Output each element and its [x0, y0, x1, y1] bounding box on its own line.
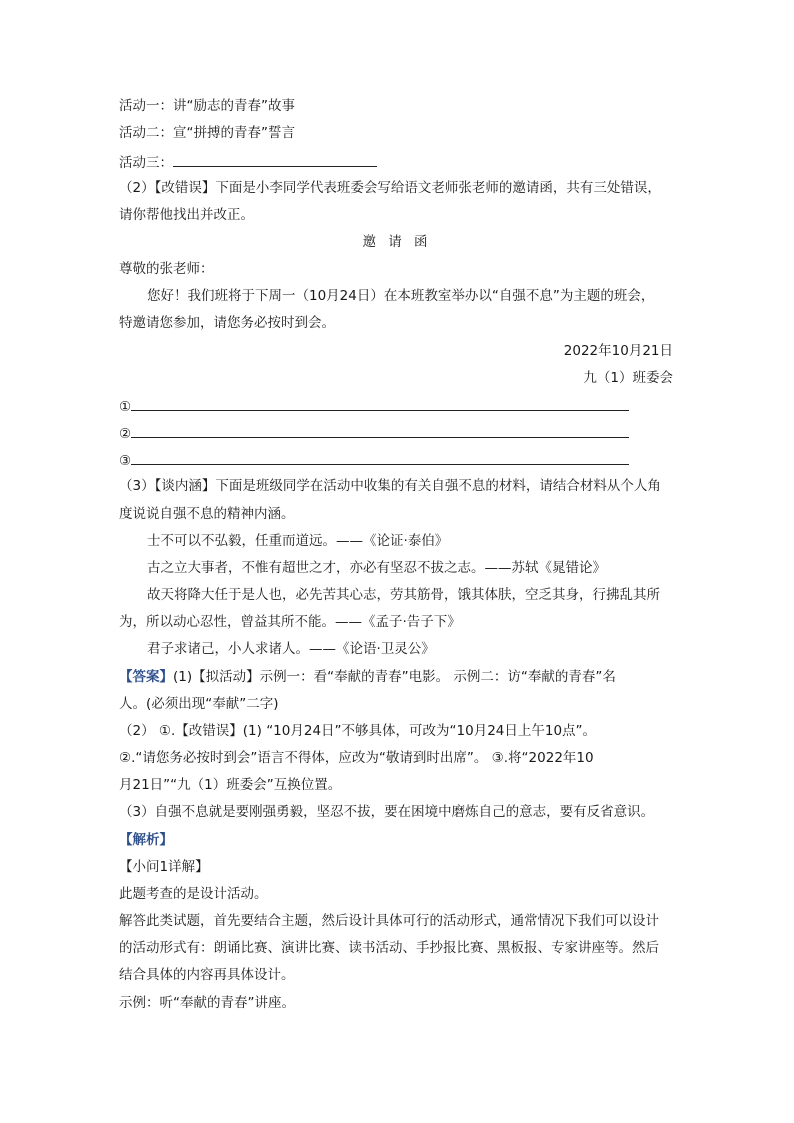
explanation-2: 解答此类试题，首先要结合主题，然后设计具体可行的活动形式，通常情况下我们可以设计: [119, 913, 659, 929]
answer-1: [119, 668, 616, 686]
explanation-3: 示例：听“奉献的青春”讲座。: [119, 995, 295, 1011]
quote-3: 故天将降大任于是人也，必先苦其心志，劳其筋骨，饿其体肤，空乏其身，行拂乱其所: [147, 587, 660, 603]
answer-2-cont-2: 月21日”“九（1）班委会”互换位置。: [119, 777, 342, 793]
blank-1-label: ①: [119, 399, 132, 415]
quote-3-cont: 为，所以动心忍性，曾益其所不能。——《孟子·告子下》: [119, 614, 461, 630]
answer-label: 【答案】: [119, 669, 173, 685]
activity-3-line: [119, 152, 377, 172]
answer-2: （2） ①.【改错误】(1) “10月24日”不够具体，可改为“10月24日上午10点”。: [119, 723, 597, 739]
sub-question-1-label: 【小问1详解】: [119, 859, 209, 875]
question-2-text: （2）【改错误】下面是小李同学代表班委会写给语文老师张老师的邀请函，共有三处错误，: [119, 180, 661, 196]
explanation-2-cont: 的活动形式有：朗诵比赛、演讲比赛、读书活动、手抄报比赛、黑板报、专家讲座等。然后: [119, 940, 659, 956]
blank-1-line: [131, 396, 629, 411]
answer-1-text: (1)【拟活动】示例一：看“奉献的青春”电影。 示例二：访“奉献的青春”名: [173, 669, 616, 685]
letter-body-cont: 特邀请您参加，请您务必按时到会。: [119, 315, 335, 331]
quote-2: 古之立大事者，不惟有超世之才，亦必有坚忍不拔之志。——苏轼《晁错论》: [147, 560, 606, 576]
letter-title: 邀 请 函: [362, 234, 432, 250]
letter-signer: 九（1）班委会: [583, 370, 673, 386]
question-2-text-cont: 请你帮他找出并改正。: [119, 207, 254, 223]
answer-3: （3）自强不息就是要刚强勇毅，坚忍不拔，要在困境中磨炼自己的意志，要有反省意识。: [119, 804, 655, 820]
question-3-text-cont: 度说说自强不息的精神内涵。: [119, 506, 295, 522]
quote-1: 士不可以不弘毅，任重而道远。——《论证·泰伯》: [147, 533, 449, 549]
answer-blank-3: [119, 450, 629, 470]
activity-2-text: 活动二：宣“拼搏的青春”誓言: [119, 125, 295, 141]
analysis-label: 【解析】: [119, 832, 173, 848]
letter-date: 2022年10月21日: [563, 343, 673, 359]
answer-blank-2: [119, 423, 629, 443]
answer-1-cont: 人。(必须出现“奉献”二字): [119, 696, 279, 712]
blank-3-label: ③: [119, 453, 132, 469]
quote-4: 君子求诸己，小人求诸人。——《论语·卫灵公》: [147, 641, 435, 657]
activity-1-text: 活动一：讲“励志的青春”故事: [119, 98, 295, 114]
explanation-1: 此题考查的是设计活动。: [119, 886, 268, 902]
letter-salutation: 尊敬的张老师：: [119, 261, 214, 277]
blank-2-line: [131, 423, 629, 438]
answer-2-cont: ②.“请您务必按时到会”语言不得体，应改为“敬请到时出席”。 ③.将“2022年10: [119, 750, 594, 766]
question-3-text: （3）【谈内涵】下面是班级同学在活动中收集的有关自强不息的材料，请结合材料从个人角: [119, 478, 661, 494]
activity-3-label: 活动三：: [119, 155, 173, 171]
letter-body: 您好！我们班将于下周一（10月24日）在本班教室举办以“自强不息”为主题的班会，: [147, 288, 655, 304]
activity-3-blank: [173, 152, 377, 167]
blank-2-label: ②: [119, 426, 132, 442]
explanation-2-cont-2: 结合具体的内容再具体设计。: [119, 967, 295, 983]
answer-blank-1: [119, 396, 629, 416]
blank-3-line: [131, 450, 629, 465]
